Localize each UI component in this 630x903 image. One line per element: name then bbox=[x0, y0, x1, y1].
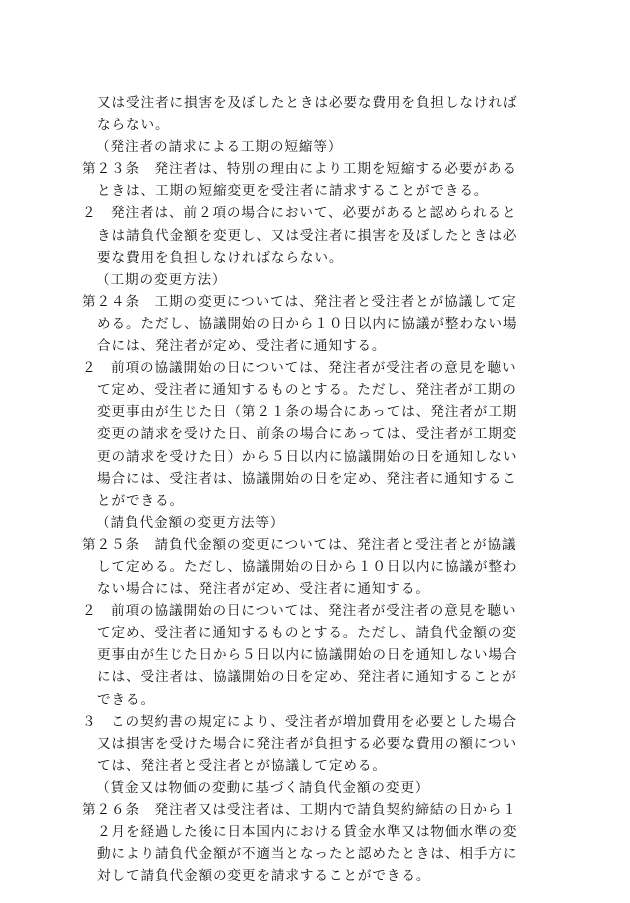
paragraph-continuation-line: て定め、受注者に通知するものとする。ただし、請負代金額の変 bbox=[97, 625, 517, 642]
paragraph-continuation-line: できる。 bbox=[97, 691, 155, 708]
article-paragraph-start: 第２６条 発注者又は受注者は、工期内で請負契約締結の日から１ bbox=[82, 802, 517, 818]
paragraph-continuation-line: 又は受注者に損害を及ぼしたときは必要な費用を負担しなければ bbox=[97, 95, 518, 111]
article-paragraph-start: ２ 発注者は、前２項の場合において、必要があると認められると bbox=[82, 205, 517, 222]
paragraph-continuation-line: には、受注者は、協議開始の日を定め、発注者に通知することが bbox=[97, 669, 517, 686]
paragraph-continuation-line: ときは、工期の短縮変更を受注者に請求することができる。 bbox=[97, 183, 489, 200]
paragraph-continuation-line: 動により請負代金額が不適当となったと認めたときは、相手方に bbox=[97, 846, 518, 863]
paragraph-continuation-line: 更事由が生じた日から５日以内に協議開始の日を通知しない場合 bbox=[97, 647, 518, 664]
paragraph-continuation-line: ない場合には、発注者が定め、受注者に通知する。 bbox=[97, 581, 430, 598]
article-heading: （発注者の請求による工期の短縮等） bbox=[96, 139, 343, 156]
article-paragraph-start: ３ この契約書の規定により、受注者が増加費用を必要とした場合 bbox=[82, 713, 517, 730]
article-paragraph-start: 第２４条 工期の変更については、発注者と受注者とが協議して定 bbox=[82, 293, 517, 310]
contract-text-page bbox=[82, 92, 552, 887]
paragraph-continuation-line: 要な費用を負担しなければならない。 bbox=[97, 249, 344, 266]
article-heading: （工期の変更方法） bbox=[96, 271, 227, 288]
article-heading: （賃金又は物価の変動に基づく請負代金額の変更） bbox=[96, 779, 430, 796]
article-paragraph-start: 第２３条 発注者は、特別の理由により工期を短縮する必要がある bbox=[82, 161, 517, 178]
paragraph-continuation-line: て定め、受注者に通知するものとする。ただし、発注者が工期の bbox=[97, 382, 517, 399]
paragraph-continuation-line: 合には、発注者が定め、受注者に通知する。 bbox=[97, 338, 387, 355]
paragraph-continuation-line: とができる。 bbox=[97, 492, 184, 509]
paragraph-continuation-line: 又は損害を受けた場合に発注者が負担する必要な費用の額につい bbox=[97, 735, 518, 752]
paragraph-continuation-line: して定める。ただし、協議開始の日から１０日以内に協議が整わ bbox=[97, 558, 518, 575]
paragraph-continuation-line: 場合には、受注者は、協議開始の日を定め、発注者に通知するこ bbox=[97, 470, 517, 487]
article-heading: （請負代金額の変更方法等） bbox=[96, 514, 285, 531]
paragraph-continuation-line: める。ただし、協議開始の日から１０日以内に協議が整わない場 bbox=[97, 315, 518, 332]
paragraph-continuation-line: ては、発注者と受注者とが協議して定める。 bbox=[97, 757, 387, 774]
article-paragraph-start: ２ 前項の協議開始の日については、発注者が受注者の意見を聴い bbox=[82, 603, 517, 620]
paragraph-continuation-line: 変更事由が生じた日（第２１条の場合にあっては、発注者が工期 bbox=[97, 404, 518, 421]
paragraph-continuation-line: 対して請負代金額の変更を請求することができる。 bbox=[97, 868, 431, 885]
article-paragraph-start: ２ 前項の協議開始の日については、発注者が受注者の意見を聴い bbox=[82, 360, 517, 377]
paragraph-continuation-line: きは請負代金額を変更し、又は受注者に損害を及ぼしたときは必 bbox=[97, 227, 518, 244]
paragraph-continuation-line: 更の請求を受けた日）から５日以内に協議開始の日を通知しない bbox=[97, 448, 518, 465]
paragraph-continuation-line: ２月を経過した後に日本国内における賃金水準又は物価水準の変 bbox=[97, 824, 518, 841]
paragraph-continuation-line: 変更の請求を受けた日、前条の場合にあっては、受注者が工期変 bbox=[97, 426, 518, 443]
paragraph-continuation-line: ならない。 bbox=[97, 117, 170, 134]
article-paragraph-start: 第２５条 請負代金額の変更については、発注者と受注者とが協議 bbox=[82, 536, 517, 553]
